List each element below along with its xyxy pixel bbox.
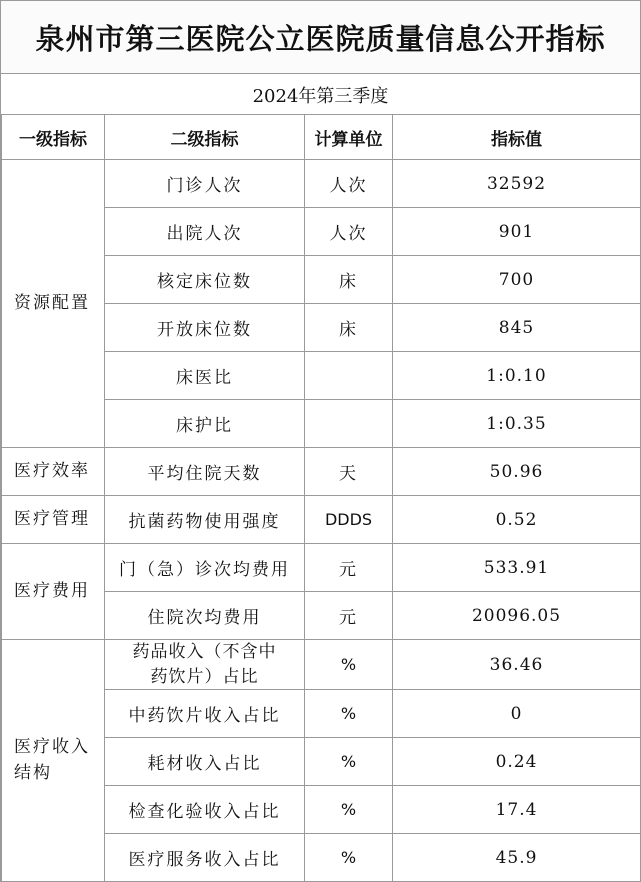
unit-cell: 天 — [305, 448, 393, 496]
category-label-line: 医疗收入 — [14, 737, 90, 758]
unit-cell: % — [305, 640, 393, 690]
unit-cell: % — [305, 738, 393, 786]
indicator-cell: 耗材收入占比 — [105, 738, 305, 786]
value-cell: 0.24 — [393, 738, 641, 786]
col-header-level2: 二级指标 — [105, 115, 305, 160]
value-cell: 32592 — [393, 160, 641, 208]
unit-cell — [305, 400, 393, 448]
unit-cell: DDDS — [305, 496, 393, 544]
unit-cell: % — [305, 786, 393, 834]
value-cell: 50.96 — [393, 448, 641, 496]
indicator-cell: 床医比 — [105, 352, 305, 400]
indicator-cell: 门（急）诊次均费用 — [105, 544, 305, 592]
unit-cell: 元 — [305, 544, 393, 592]
indicator-cell: 抗菌药物使用强度 — [105, 496, 305, 544]
indicator-cell: 床护比 — [105, 400, 305, 448]
value-cell: 845 — [393, 304, 641, 352]
value-cell: 45.9 — [393, 834, 641, 882]
indicator-label-line: 药饮片）占比 — [150, 666, 259, 687]
indicator-cell: 出院人次 — [105, 208, 305, 256]
unit-cell: 元 — [305, 592, 393, 640]
value-cell: 0 — [393, 690, 641, 738]
page-title: 泉州市第三医院公立医院质量信息公开指标 — [1, 1, 640, 73]
col-header-unit: 计算单位 — [305, 115, 393, 160]
table-row — [2, 544, 641, 592]
indicator-cell: 平均住院天数 — [105, 448, 305, 496]
unit-cell: 床 — [305, 256, 393, 304]
col-header-value: 指标值 — [393, 115, 641, 160]
indicator-cell: 中药饮片收入占比 — [105, 690, 305, 738]
indicator-cell: 医疗服务收入占比 — [105, 834, 305, 882]
category-label-line: 结构 — [14, 762, 52, 783]
col-header-level1: 一级指标 — [2, 115, 105, 160]
indicator-table — [1, 114, 641, 882]
indicator-cell: 开放床位数 — [105, 304, 305, 352]
table-row — [2, 448, 641, 496]
table-header-row — [2, 115, 641, 160]
indicator-cell: 检查化验收入占比 — [105, 786, 305, 834]
indicator-cell — [105, 640, 305, 690]
table-row — [2, 640, 641, 690]
value-cell: 1:0.10 — [393, 352, 641, 400]
table-row — [2, 160, 641, 208]
value-cell: 20096.05 — [393, 592, 641, 640]
value-cell: 0.52 — [393, 496, 641, 544]
value-cell: 901 — [393, 208, 641, 256]
value-cell: 700 — [393, 256, 641, 304]
value-cell: 533.91 — [393, 544, 641, 592]
unit-cell — [305, 352, 393, 400]
category-cell: 医疗效率 — [2, 448, 105, 496]
category-cell: 医疗管理 — [2, 496, 105, 544]
value-cell: 1:0.35 — [393, 400, 641, 448]
value-cell: 36.46 — [393, 640, 641, 690]
unit-cell: 床 — [305, 304, 393, 352]
unit-cell: 人次 — [305, 160, 393, 208]
indicator-cell: 门诊人次 — [105, 160, 305, 208]
category-cell: 医疗费用 — [2, 544, 105, 640]
unit-cell: % — [305, 834, 393, 882]
indicator-label-line: 药品收入（不含中 — [132, 642, 277, 662]
category-cell: 资源配置 — [2, 160, 105, 448]
period-label: 2024年第三季度 — [1, 73, 640, 115]
table-row — [2, 496, 641, 544]
indicator-cell: 住院次均费用 — [105, 592, 305, 640]
unit-cell: % — [305, 690, 393, 738]
unit-cell: 人次 — [305, 208, 393, 256]
value-cell: 17.4 — [393, 786, 641, 834]
category-cell — [2, 640, 105, 882]
indicator-cell: 核定床位数 — [105, 256, 305, 304]
